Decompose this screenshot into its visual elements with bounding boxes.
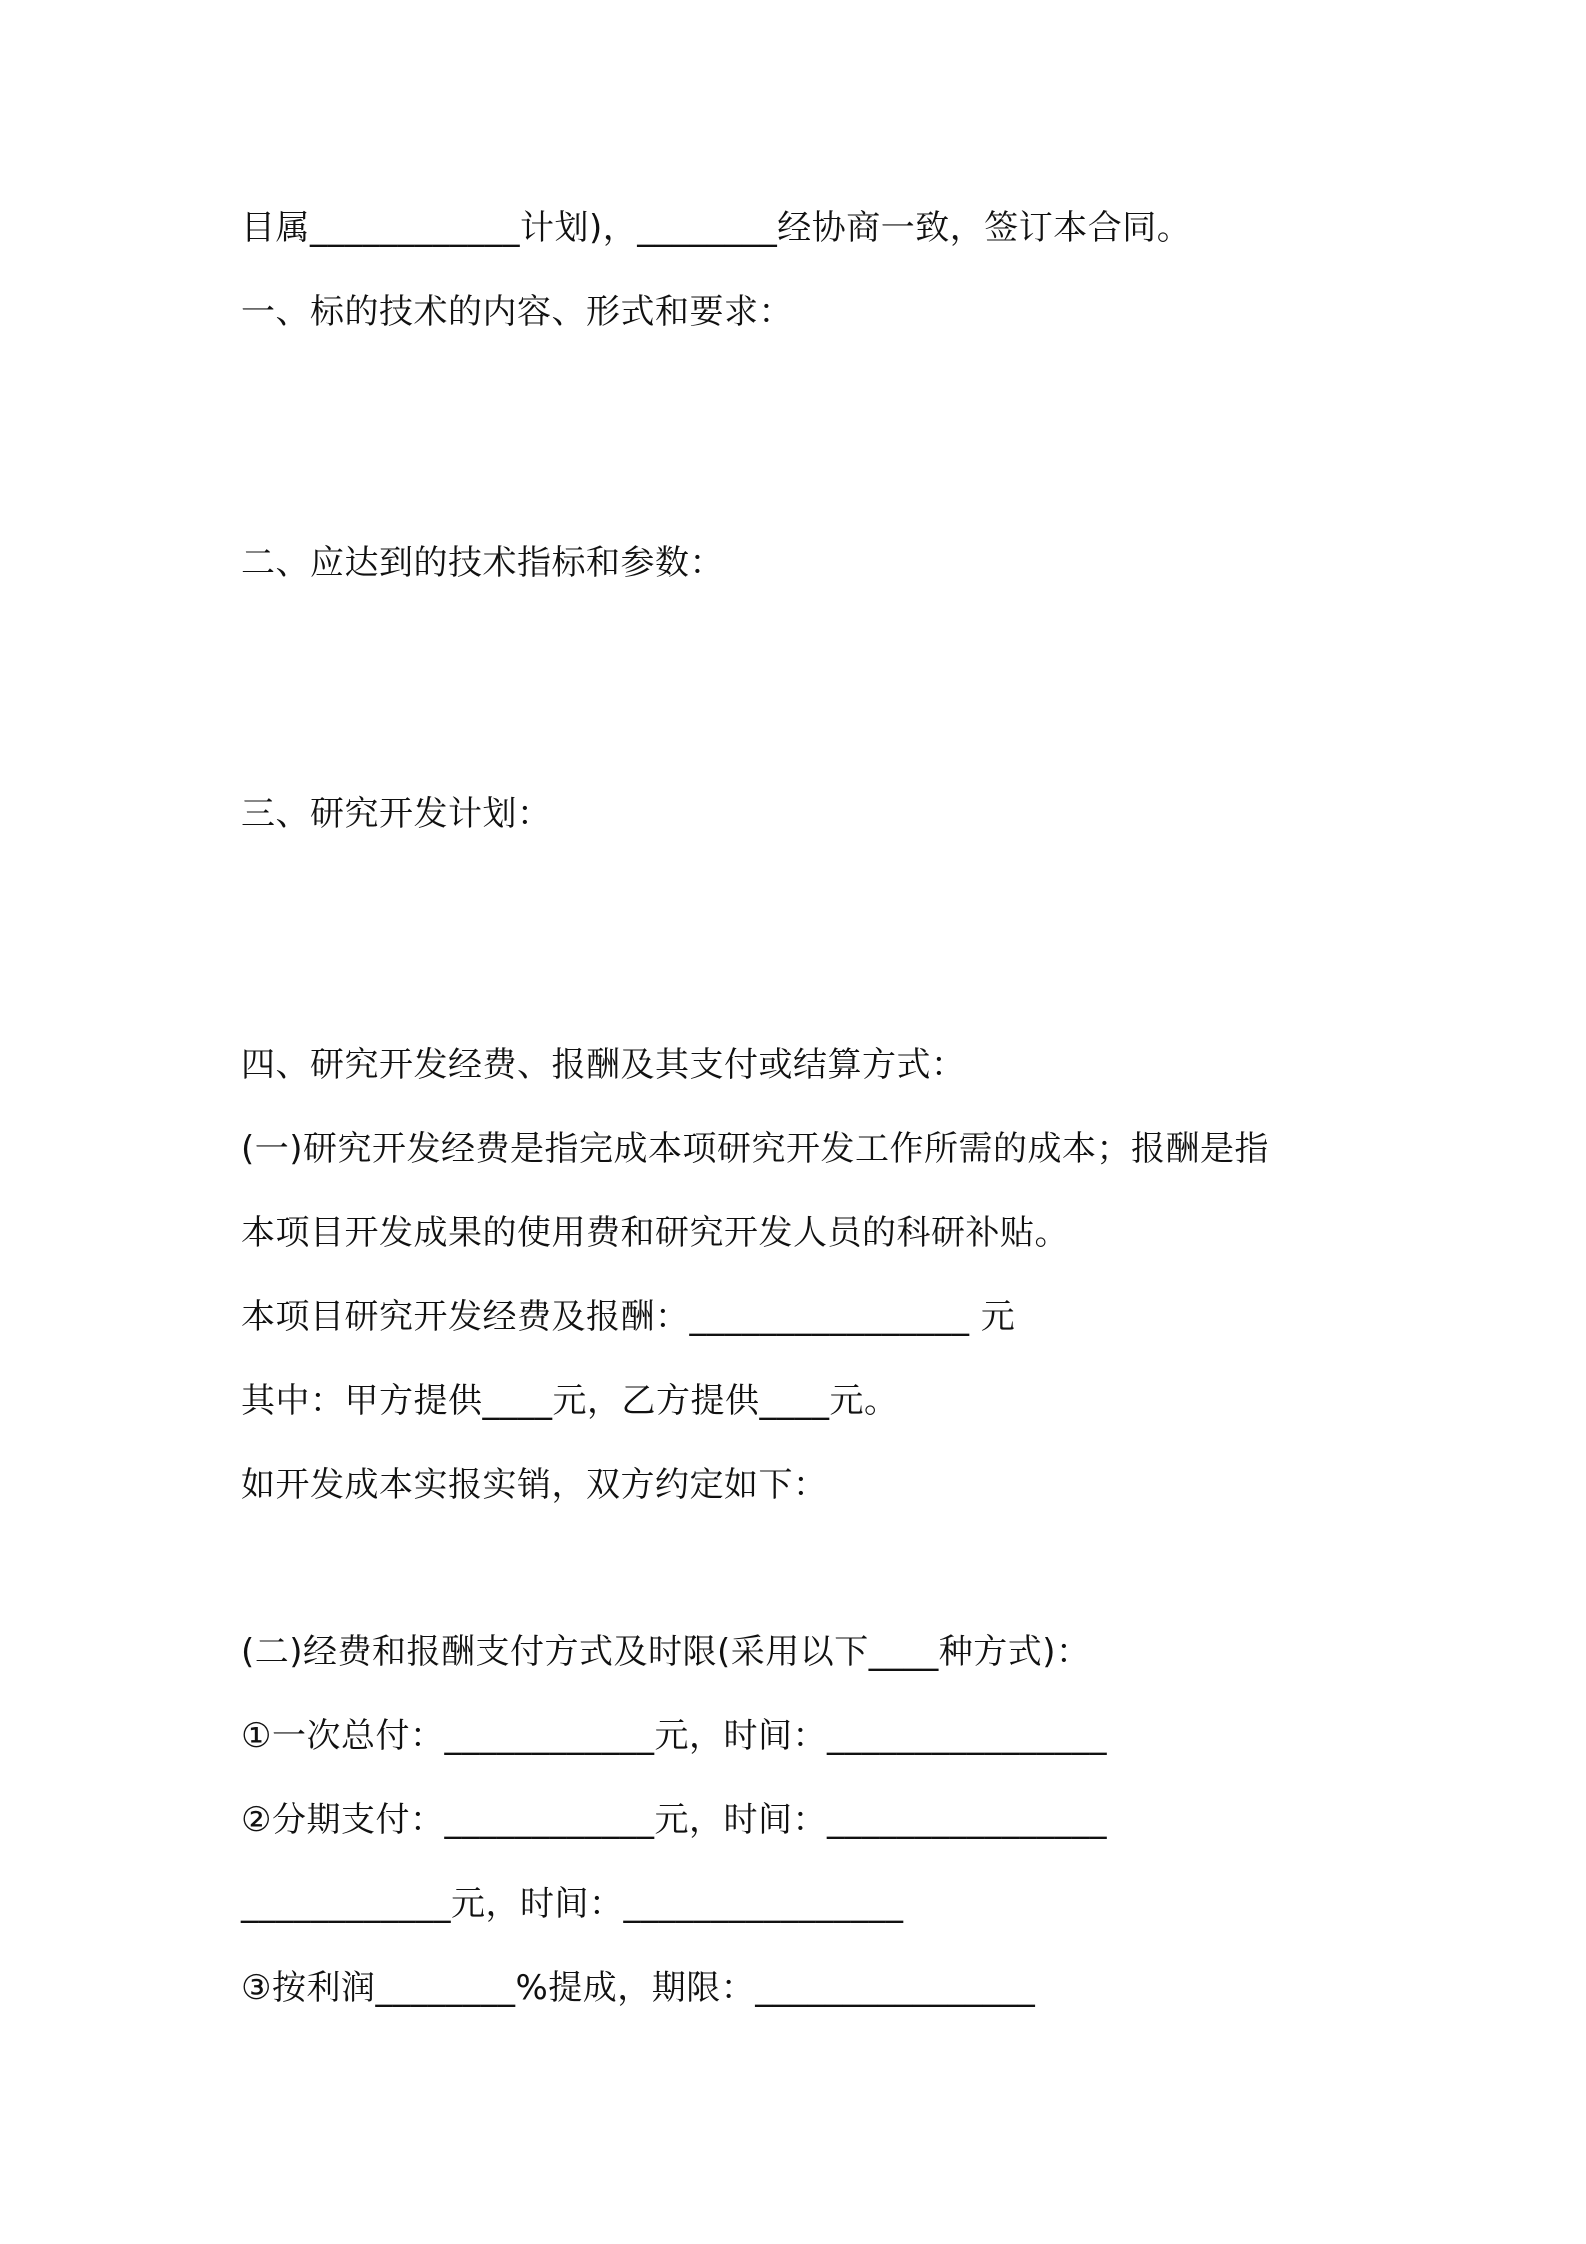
clause-1-text: (一)研究开发经费是指完成本项研究开发工作所需的成本；报酬是指: [241, 1129, 1270, 1169]
payment-option-3: ③按利润________%提成，期限：________________: [241, 1968, 1036, 2008]
party-contribution-line: 其中：甲方提供____元，乙方提供____元。: [241, 1381, 899, 1421]
contract-intro-line: 目属____________计划)，________经协商一致，签订本合同。: [241, 208, 1192, 248]
clause-1-text-cont: 本项目开发成果的使用费和研究开发人员的科研补贴。: [241, 1213, 1069, 1253]
section-1-heading: 一、标的技术的内容、形式和要求：: [241, 292, 793, 332]
payment-option-2: ②分期支付：____________元，时间：________________: [241, 1800, 1107, 1840]
section-2-heading: 二、应达到的技术指标和参数：: [241, 543, 724, 583]
section-3-heading: 三、研究开发计划：: [241, 794, 552, 834]
reimbursement-line: 如开发成本实报实销，双方约定如下：: [241, 1465, 828, 1505]
payment-option-2-cont: ____________元，时间：________________: [241, 1884, 904, 1924]
payment-option-1: ①一次总付：____________元，时间：________________: [241, 1716, 1107, 1756]
clause-2-heading: (二)经费和报酬支付方式及时限(采用以下____种方式)：: [241, 1632, 1091, 1672]
total-funding-line: 本项目研究开发经费及报酬：________________ 元: [241, 1297, 1016, 1337]
section-4-heading: 四、研究开发经费、报酬及其支付或结算方式：: [241, 1045, 966, 1085]
